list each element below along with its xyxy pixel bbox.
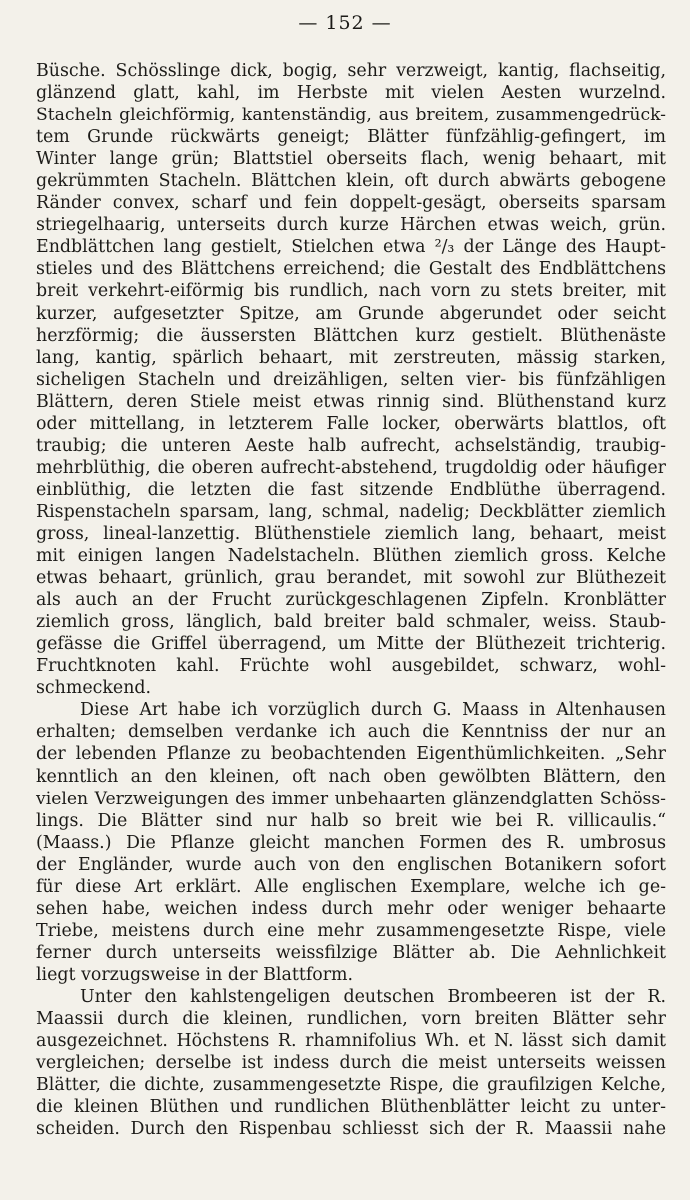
text-line: ferner durch unterseits weissfilzige Blätter ab. Die Aehnlichkeit xyxy=(36,942,666,963)
text-line: gross, lineal-lanzettig. Blüthenstiele ziemlich lang, behaart, meist xyxy=(36,523,666,544)
text-line: Blätter, die dichte, zusammengesetzte Rispe, die graufilzigen Kelche, xyxy=(36,1075,666,1096)
body-text xyxy=(36,60,666,1140)
text-line: Büsche. Schösslinge dick, bogig, sehr verzweigt, kantig, flachseitig, xyxy=(36,61,666,81)
text-line: liegt vorzugsweise in der Blattform. xyxy=(36,964,354,985)
text-line: kurzer, aufgesetzter Spitze, am Grunde abgerundet oder seicht xyxy=(36,303,666,324)
text-line: Unter den kahlstengeligen deutschen Brombeeren ist der R. xyxy=(80,986,666,1007)
paragraph-3 xyxy=(36,986,666,1140)
text-line: Rispenstacheln sparsam, lang, schmal, nadelig; Deckblätter ziemlich xyxy=(36,501,666,522)
text-line: als auch an der Frucht zurückgeschlagenen Zipfeln. Kronblätter xyxy=(36,590,666,611)
paragraph-2 xyxy=(36,699,666,986)
text-line: vergleichen; derselbe ist indess durch die meist unterseits weissen xyxy=(36,1053,666,1074)
text-line: schmeckend. xyxy=(36,678,152,699)
text-line: ziemlich gross, länglich, bald breiter bald schmaler, weiss. Staub- xyxy=(36,612,666,633)
text-line: glänzend glatt, kahl, im Herbste mit vielen Aesten wurzelnd. xyxy=(36,83,666,104)
text-line: oder mittellang, in letzterem Falle locker, oberwärts blattlos, oft xyxy=(36,413,666,434)
page-number: — 152 — xyxy=(298,12,392,34)
text-line: scheiden. Durch den Rispenbau schliesst sich der R. Maassii nahe xyxy=(36,1119,666,1140)
text-line: der lebenden Pflanze zu beobachtenden Eigenthümlichkeiten. „Sehr xyxy=(36,744,666,765)
text-line: mit einigen langen Nadelstacheln. Blüthen ziemlich gross. Kelche xyxy=(36,546,666,567)
text-line: herzförmig; die äussersten Blättchen kurz gestielt. Blüthenäste xyxy=(36,325,666,346)
text-line: sicheligen Stacheln und dreizähligen, selten vier- bis fünfzähligen xyxy=(36,369,666,390)
text-line: Triebe, meistens durch eine mehr zusammengesetzte Rispe, viele xyxy=(36,920,666,941)
text-line: striegelhaarig, unterseits durch kurze Härchen etwas weich, grün. xyxy=(36,215,666,236)
text-line: lings. Die Blätter sind nur halb so breit wie bei R. villicaulis.“ xyxy=(36,810,666,831)
text-line: für diese Art erklärt. Alle englischen Exemplare, welche ich ge- xyxy=(36,876,666,897)
text-line: einblüthig, die letzten die fast sitzende Endblüthe überragend. xyxy=(36,479,666,500)
text-line: traubig; die unteren Aeste halb aufrecht, achselständig, traubig- xyxy=(36,435,666,456)
text-line: Stacheln gleichförmig, kantenständig, aus breitem, zusammengedrück- xyxy=(36,105,666,126)
text-line: ausgezeichnet. Höchstens R. rhamnifolius Wh. et N. lässt sich damit xyxy=(36,1031,666,1052)
text-line: kenntlich an den kleinen, oft nach oben gewölbten Blättern, den xyxy=(36,766,666,787)
text-line: der Engländer, wurde auch von den englischen Botanikern sofort xyxy=(36,854,666,875)
text-line: gefässe die Griffel überragend, um Mitte der Blüthezeit trichterig. xyxy=(36,634,666,655)
text-line: (Maass.) Die Pflanze gleicht manchen Formen des R. umbrosus xyxy=(36,832,666,853)
text-line: stieles und des Blättchens erreichend; die Gestalt des Endblättchens xyxy=(36,259,666,280)
text-line: breit verkehrt-eiförmig bis rundlich, nach vorn zu stets breiter, mit xyxy=(36,281,666,302)
text-line: Fruchtknoten kahl. Früchte wohl ausgebildet, schwarz, wohl- xyxy=(36,656,666,677)
text-line: die kleinen Blüthen und rundlichen Blüthenblätter leicht zu unter- xyxy=(36,1097,666,1118)
text-line: Maassii durch die kleinen, rundlichen, vorn breiten Blätter sehr xyxy=(36,1009,666,1030)
text-line: gekrümmten Stacheln. Blättchen klein, oft durch abwärts gebogene xyxy=(36,171,666,192)
paragraph-1 xyxy=(36,60,666,699)
text-line: mehrblüthig, die oberen aufrecht-abstehend, trugdoldig oder häufiger xyxy=(36,457,666,478)
text-line: Winter lange grün; Blattstiel oberseits flach, wenig behaart, mit xyxy=(36,149,666,170)
text-line: lang, kantig, spärlich behaart, mit zerstreuten, mässig starken, xyxy=(36,347,666,368)
text-line: Ränder convex, scharf und fein doppelt-gesägt, oberseits sparsam xyxy=(36,193,666,214)
text-line: tem Grunde rückwärts geneigt; Blätter fünfzählig-gefingert, im xyxy=(36,127,666,148)
text-line: Diese Art habe ich vorzüglich durch G. Maass in Altenhausen xyxy=(80,700,666,721)
text-line: sehen habe, weichen indess durch mehr oder weniger behaarte xyxy=(36,898,666,919)
text-line: etwas behaart, grünlich, grau berandet, mit sowohl zur Blüthezeit xyxy=(36,568,666,589)
text-line: vielen Verzweigungen des immer unbehaarten glänzendglatten Schöss- xyxy=(36,788,666,809)
text-line: Endblättchen lang gestielt, Stielchen etwa ²/₃ der Länge des Haupt- xyxy=(36,237,666,258)
text-line: erhalten; demselben verdanke ich auch die Kenntniss der nur an xyxy=(36,722,666,743)
text-line: Blättern, deren Stiele meist etwas rinnig sind. Blüthenstand kurz xyxy=(36,391,666,412)
